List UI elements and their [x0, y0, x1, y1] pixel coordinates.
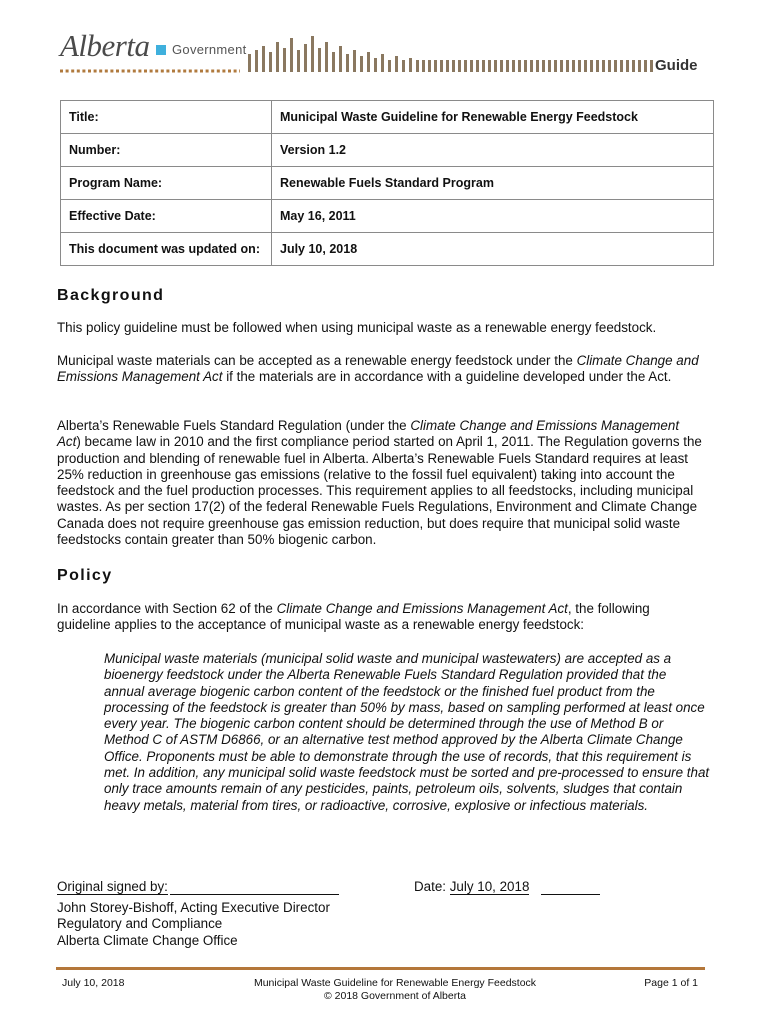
table-row — [61, 233, 714, 266]
signed-by-label: Original signed by: — [57, 879, 168, 894]
policy-paragraph: In accordance with Section 62 of the Climate Change and Emissions Management Act, the following guideline applies to the acceptance of municipal waste as a renewable energy feedstock: — [57, 601, 650, 633]
info-label: Title: — [61, 101, 272, 134]
footer-copyright: © 2018 Government of Alberta — [324, 990, 466, 1002]
alberta-logo-wordmark: Alberta — [60, 28, 150, 63]
footer-page-number: Page 1 of 1 — [644, 977, 698, 989]
table-row — [61, 101, 714, 134]
document-type-label: Guide — [655, 57, 698, 74]
signatory-unit: Regulatory and Compliance — [57, 916, 223, 931]
background-paragraph-2: Municipal waste materials can be accepted as a renewable energy feedstock under the Climate Change and Emissions Management Act if the materials are in accordance with a guideline developed under the Act. — [57, 353, 699, 385]
background-heading: Background — [57, 287, 165, 304]
info-value: Version 1.2 — [272, 134, 714, 167]
signature-line — [57, 879, 339, 895]
info-label: Effective Date: — [61, 200, 272, 233]
signatory-name: John Storey-Bishoff, Acting Executive Director — [57, 900, 330, 915]
info-label: Number: — [61, 134, 272, 167]
table-row — [61, 200, 714, 233]
logo-dotted-rule-icon — [60, 69, 240, 73]
signature-date — [414, 879, 600, 895]
document-info-table — [60, 100, 714, 266]
background-paragraph-3: Alberta’s Renewable Fuels Standard Regulation (under the Climate Change and Emissions Management Act) became law in 2010 and the first compliance period started on April 1, 2011. The Regulation governs the production and blending of renewable fuel in Alberta. Alberta’s Renewable Fuels Standard requires at least 25% reduction in greenhouse gas emissions (relative to the fossil fuel equivalent) taking into account the feedstock and the fuel production processes. This requirement applies to all feedstocks, including municipal wastes. As per section 17(2) of the federal Renewable Fuels Regulations, Environment and Climate Change Canada does not require greenhouse gas emission reduction, but does require that municipal solid waste feedstocks contain greater than 50% biogenic carbon. — [57, 418, 702, 548]
info-value: July 10, 2018 — [272, 233, 714, 266]
info-label: This document was updated on: — [61, 233, 272, 266]
footer-title: Municipal Waste Guideline for Renewable Energy Feedstock — [253, 977, 537, 989]
info-value: May 16, 2011 — [272, 200, 714, 233]
info-value: Renewable Fuels Standard Program — [272, 167, 714, 200]
header-bar-pattern-icon — [248, 34, 656, 74]
logo-square-icon — [156, 45, 166, 55]
info-value: Municipal Waste Guideline for Renewable Energy Feedstock — [272, 101, 714, 134]
footer-date: July 10, 2018 — [62, 977, 125, 989]
policy-heading: Policy — [57, 567, 113, 584]
background-paragraph-1: This policy guideline must be followed when using municipal waste as a renewable energy feedstock. — [57, 320, 657, 335]
date-label: Date: — [414, 879, 450, 894]
signatory-office: Alberta Climate Change Office — [57, 933, 238, 948]
logo-government-text: Government — [172, 42, 247, 57]
policy-guideline-quote: Municipal waste materials (municipal solid waste and municipal wastewaters) are accepted as a bioenergy feedstock under the Alberta Renewable Fuels Standard Regulation provided that the annual average biogenic carbon content of the feedstock or the finished fuel product from the processing of the feedstock is greater than 50% by mass, based on sampling performed at least once every year. The biogenic carbon content should be determined through the use of Method B or Method C of ASTM D6866, or an alternative test method approved by the Alberta Climate Change Office. Proponents must be able to demonstrate through the use of records, that this requirement is met. In addition, any municipal solid waste feedstock must be sorted and pre-processed to ensure that only trace amounts remain of any pesticides, paints, petroleum oils, solvents, sludges that contain heavy metals, material from tires, or radioactive, corrosive, explosive or infectious materials. — [104, 651, 710, 813]
info-label: Program Name: — [61, 167, 272, 200]
table-row — [61, 167, 714, 200]
table-row — [61, 134, 714, 167]
footer-rule — [56, 967, 705, 970]
date-value: July 10, 2018 — [449, 879, 530, 894]
